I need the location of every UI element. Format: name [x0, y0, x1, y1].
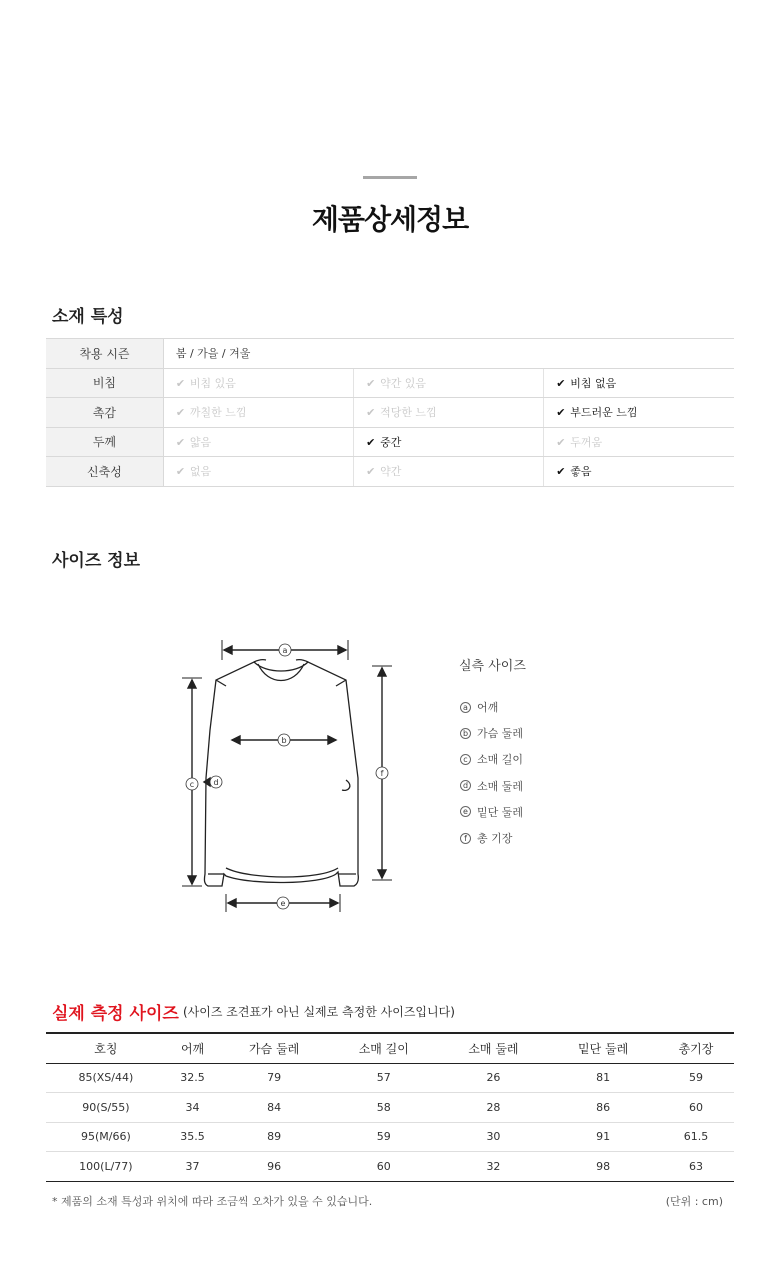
- size-value-cell: 96: [219, 1152, 329, 1182]
- material-option-label: 약간: [380, 465, 402, 479]
- size-value-cell: 34: [166, 1093, 220, 1123]
- material-option: [354, 368, 544, 398]
- footnote: * 제품의 소재 특성과 위치에 따라 조금씩 오차가 있을 수 있습니다.: [52, 1195, 373, 1208]
- size-value-cell: 91: [548, 1122, 658, 1152]
- svg-text:d: d: [213, 778, 219, 787]
- size-value-cell: 58: [329, 1093, 439, 1123]
- legend-marker: c: [460, 754, 471, 765]
- material-option: [354, 427, 544, 457]
- material-option: [354, 398, 544, 428]
- size-value-cell: 57: [329, 1063, 439, 1093]
- material-option-label: 비침 있음: [189, 376, 236, 390]
- size-label-cell: 100(L/77): [46, 1152, 166, 1182]
- marker-f: [376, 767, 388, 779]
- marker-e: [277, 897, 289, 909]
- legend-label: 총 기장: [477, 832, 513, 846]
- table-row: [46, 1122, 734, 1152]
- size-value-cell: 98: [548, 1152, 658, 1182]
- material-option-label: 중간: [380, 435, 402, 449]
- size-label-cell: 90(S/55): [46, 1093, 166, 1123]
- size-value-cell: 63: [658, 1152, 734, 1182]
- marker-c: [186, 778, 198, 790]
- size-table-column-header: 총기장: [658, 1033, 734, 1063]
- size-value-cell: 32.5: [166, 1063, 220, 1093]
- legend-marker: f: [460, 833, 471, 844]
- size-value-cell: 86: [548, 1093, 658, 1123]
- material-option-label: 없음: [189, 465, 212, 479]
- material-option-label: 약간 있음: [380, 376, 427, 390]
- legend-marker: e: [460, 806, 471, 817]
- size-value-cell: 60: [658, 1093, 734, 1123]
- material-option-label: 적당한 느낌: [380, 406, 437, 420]
- legend-label: 소매 길이: [477, 753, 524, 767]
- measurement-legend: [460, 694, 523, 851]
- marker-d: [210, 776, 222, 788]
- svg-text:c: c: [189, 780, 195, 789]
- size-table-column-header: 가슴 둘레: [219, 1033, 329, 1063]
- size-value-cell: 61.5: [658, 1122, 734, 1152]
- legend-item: [460, 694, 523, 720]
- size-section-title: 사이즈 정보: [52, 551, 141, 571]
- size-value-cell: 60: [329, 1152, 439, 1182]
- material-option-label: 얇음: [189, 435, 212, 449]
- legend-label: 가슴 둘레: [477, 727, 524, 741]
- size-value-cell: 59: [329, 1122, 439, 1152]
- check-icon: ✔: [175, 435, 186, 449]
- material-option: [544, 368, 734, 398]
- material-table: [46, 338, 734, 487]
- material-option-label: 좋음: [570, 465, 592, 479]
- legend-item: [460, 799, 523, 825]
- material-row: [46, 457, 734, 487]
- page-title: 제품상세정보: [311, 203, 469, 236]
- legend-item: [460, 773, 523, 799]
- size-value-cell: 30: [439, 1122, 549, 1152]
- legend-marker: d: [460, 780, 471, 791]
- garment-diagram: [170, 630, 410, 920]
- material-row-label: 비침: [46, 368, 163, 398]
- measurement-note: (사이즈 조견표가 아닌 실제로 측정한 사이즈입니다): [183, 1005, 455, 1019]
- legend-label: 밑단 둘레: [477, 805, 524, 819]
- check-icon: ✔: [556, 465, 566, 479]
- svg-text:b: b: [281, 736, 287, 745]
- check-icon: ✔: [556, 406, 566, 420]
- legend-item: [460, 825, 523, 851]
- table-row: [46, 1093, 734, 1123]
- size-value-cell: 84: [219, 1093, 329, 1123]
- size-value-cell: 35.5: [166, 1122, 220, 1152]
- material-row-label: 두께: [46, 427, 163, 457]
- svg-text:a: a: [282, 646, 288, 655]
- measurement-title: 실제 측정 사이즈: [52, 1004, 179, 1024]
- material-option: [163, 427, 353, 457]
- check-icon: ✔: [366, 376, 376, 390]
- material-option: [163, 457, 353, 487]
- material-option: [163, 398, 353, 428]
- table-row: [46, 1152, 734, 1182]
- material-option-label: 비침 없음: [570, 376, 617, 390]
- legend-item: [460, 746, 523, 772]
- size-label-cell: 85(XS/44): [46, 1063, 166, 1093]
- material-option-label: 두꺼움: [570, 435, 603, 449]
- material-row-label: 신축성: [46, 457, 163, 487]
- material-option: [544, 427, 734, 457]
- check-icon: ✔: [366, 435, 376, 449]
- marker-b: [278, 734, 290, 746]
- legend-item: [460, 720, 523, 746]
- size-table-column-header: 소매 둘레: [439, 1033, 549, 1063]
- svg-text:f: f: [380, 769, 384, 778]
- check-icon: ✔: [175, 376, 186, 390]
- check-icon: ✔: [556, 376, 566, 390]
- check-icon: ✔: [175, 406, 186, 420]
- check-icon: ✔: [556, 435, 566, 449]
- size-value-cell: 28: [439, 1093, 549, 1123]
- size-table-column-header: 호칭: [46, 1033, 166, 1063]
- material-section-title: 소재 특성: [52, 307, 124, 327]
- check-icon: ✔: [366, 465, 376, 479]
- unit-label: (단위 : cm): [665, 1195, 723, 1208]
- check-icon: ✔: [175, 465, 186, 479]
- material-option: [544, 457, 734, 487]
- size-value-cell: 37: [166, 1152, 220, 1182]
- material-row: [46, 427, 734, 457]
- legend-title: 실측 사이즈: [459, 659, 526, 674]
- svg-text:e: e: [280, 899, 286, 908]
- material-option: [163, 368, 353, 398]
- legend-label: 소매 둘레: [477, 779, 524, 793]
- size-value-cell: 89: [219, 1122, 329, 1152]
- size-table: [46, 1032, 734, 1182]
- size-value-cell: 79: [219, 1063, 329, 1093]
- size-label-cell: 95(M/66): [46, 1122, 166, 1152]
- size-value-cell: 81: [548, 1063, 658, 1093]
- size-table-column-header: 어깨: [166, 1033, 220, 1063]
- size-value-cell: 32: [439, 1152, 549, 1182]
- material-row-season: [46, 339, 734, 369]
- season-value: 봄 / 가을 / 겨울: [163, 339, 734, 369]
- material-row-label: 촉감: [46, 398, 163, 428]
- material-option-label: 까칠한 느낌: [189, 406, 247, 420]
- size-table-column-header: 밑단 둘레: [548, 1033, 658, 1063]
- material-row: [46, 368, 734, 398]
- marker-a: [279, 644, 291, 656]
- title-rule: [363, 176, 417, 179]
- table-row: [46, 1063, 734, 1093]
- legend-label: 어깨: [477, 701, 499, 715]
- legend-marker: b: [460, 728, 471, 739]
- material-option-label: 부드러운 느낌: [570, 406, 638, 420]
- legend-marker: a: [460, 702, 471, 713]
- check-icon: ✔: [366, 406, 376, 420]
- material-option: [544, 398, 734, 428]
- material-row-label: 착용 시즌: [46, 339, 163, 369]
- material-row: [46, 398, 734, 428]
- size-table-column-header: 소매 길이: [329, 1033, 439, 1063]
- material-option: [354, 457, 544, 487]
- size-value-cell: 59: [658, 1063, 734, 1093]
- size-value-cell: 26: [439, 1063, 549, 1093]
- size-table-header: [46, 1033, 734, 1063]
